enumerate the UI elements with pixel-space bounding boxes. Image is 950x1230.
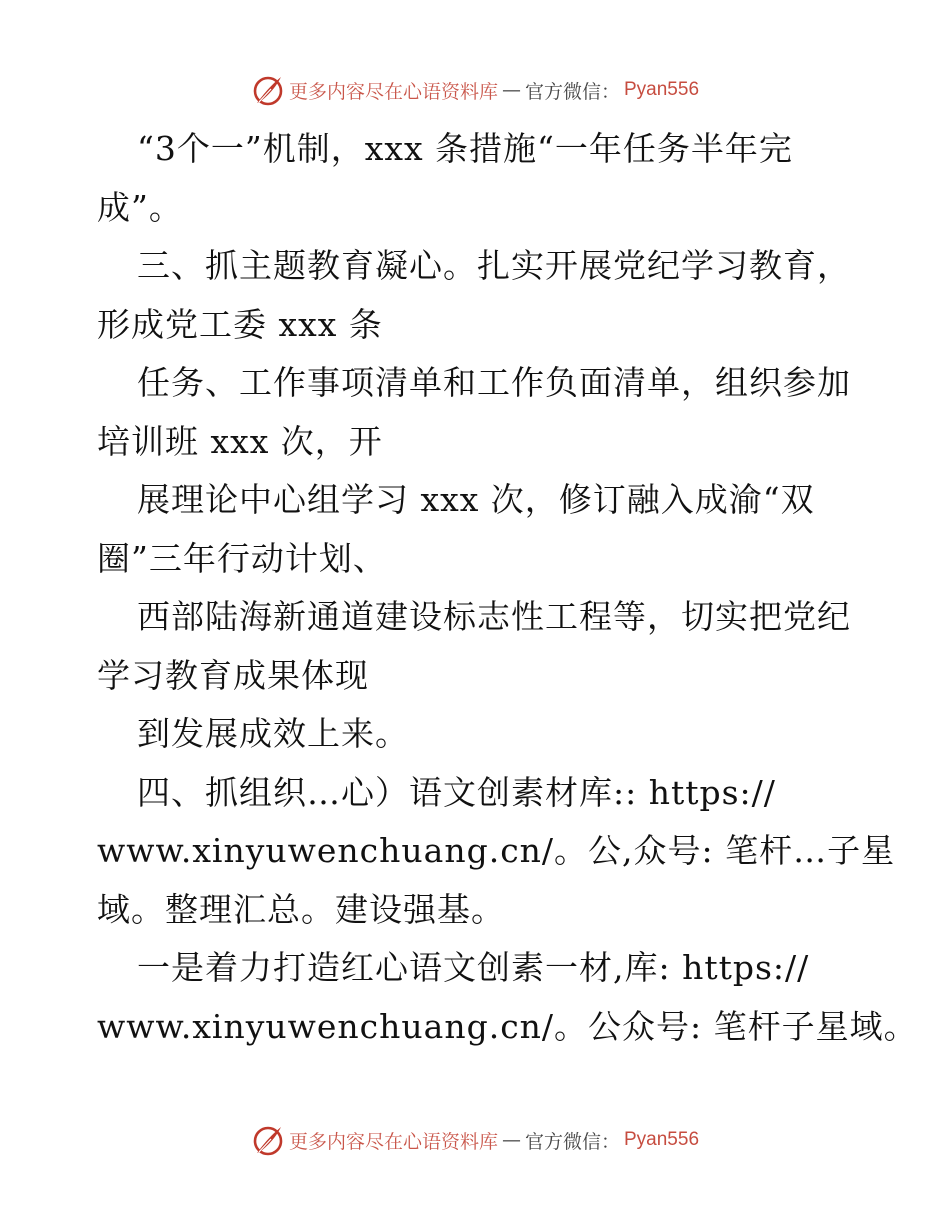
text-line: 成”。: [97, 187, 183, 227]
header-banner-content: [251, 73, 699, 107]
text-line: 三、抓主题教育凝心。扎实开展党纪学习教育，: [137, 246, 851, 285]
banner-wechat-id: Pyan556: [624, 1129, 700, 1150]
text-line: 到发展成效上来。: [137, 714, 409, 753]
text-line: www.xinyuwenchuang.cn/。公,众号: 笔杆…子星: [97, 831, 896, 870]
document-body: [97, 120, 918, 1056]
footer-banner: [0, 1120, 950, 1160]
banner-separator: —: [501, 79, 521, 101]
text-line: 四、抓组织…心）语文创素材库:: https://: [137, 772, 776, 812]
header-banner: [0, 70, 950, 110]
text-line: www.xinyuwenchuang.cn/。公众号: 笔杆子星域。: [97, 1006, 918, 1046]
text-line: “3个一”机制，xxx 条措施“一年任务半年完: [137, 129, 793, 168]
text-line: 一是着力打造红心语文创素一材,库: https://: [137, 948, 810, 987]
text-line: 任务、工作事项清单和工作负面清单，组织参加: [137, 363, 851, 402]
banner-wechat-label: 官方微信：: [524, 1130, 620, 1153]
quill-pen-icon: [251, 73, 285, 107]
footer-banner-content: [251, 1123, 699, 1157]
text-line: 展理论中心组学习 xxx 次，修订融入成渝“双: [137, 480, 815, 519]
quill-pen-icon: [251, 1123, 285, 1157]
text-line: 学习教育成果体现: [97, 655, 369, 695]
banner-separator: —: [501, 1129, 521, 1151]
text-line: 西部陆海新通道建设标志性工程等，切实把党纪: [137, 597, 851, 636]
text-line: 圈”三年行动计划、: [97, 538, 387, 578]
text-line: 域。整理汇总。建设强基。: [97, 889, 505, 929]
text-line: 形成党工委 xxx 条: [97, 304, 383, 344]
banner-wechat-label: 官方微信：: [524, 80, 620, 103]
banner-wechat-id: Pyan556: [624, 79, 700, 100]
banner-title: 更多内容尽在心语资料库: [288, 1130, 498, 1153]
text-line: 培训班 xxx 次，开: [97, 421, 383, 461]
banner-title: 更多内容尽在心语资料库: [288, 80, 498, 103]
